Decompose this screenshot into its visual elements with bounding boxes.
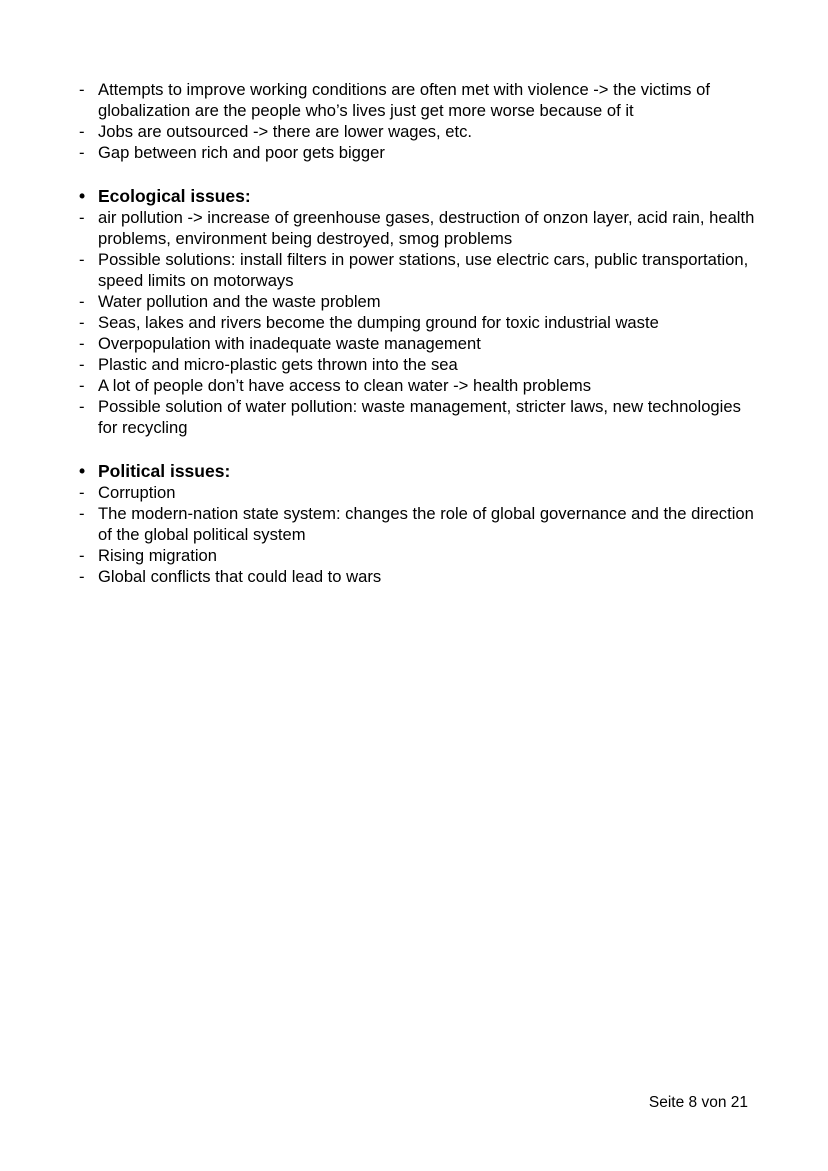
page-content bbox=[79, 79, 759, 587]
dash-marker: - bbox=[79, 567, 85, 586]
dash-marker: - bbox=[79, 250, 85, 269]
list-item-text: The modern-nation state system: changes the role of global governance and the direction of the global political system bbox=[98, 504, 754, 544]
ecological-section bbox=[79, 185, 759, 438]
list-item bbox=[79, 503, 759, 545]
list-item bbox=[79, 545, 759, 566]
list-item bbox=[79, 375, 759, 396]
list-item bbox=[79, 566, 759, 587]
list-item bbox=[79, 396, 759, 438]
list-item bbox=[79, 312, 759, 333]
list-item bbox=[79, 249, 759, 291]
list-item bbox=[79, 291, 759, 312]
heading-text: Ecological issues: bbox=[98, 186, 251, 206]
list-item bbox=[79, 482, 759, 503]
dash-marker: - bbox=[79, 80, 85, 99]
intro-list bbox=[79, 79, 759, 163]
ecological-list bbox=[79, 207, 759, 438]
list-item-text: Jobs are outsourced -> there are lower wages, etc. bbox=[98, 122, 473, 141]
dash-marker: - bbox=[79, 334, 85, 353]
list-item bbox=[79, 207, 759, 249]
list-item-text: Rising migration bbox=[98, 546, 217, 565]
dash-marker: - bbox=[79, 313, 85, 332]
ecological-heading bbox=[79, 185, 759, 207]
list-item-text: Overpopulation with inadequate waste management bbox=[98, 334, 481, 353]
dash-marker: - bbox=[79, 397, 85, 416]
list-item-text: Attempts to improve working conditions are often met with violence -> the victims of globalization are the people who’s lives just get more worse because of it bbox=[98, 80, 710, 120]
dash-marker: - bbox=[79, 208, 85, 227]
list-item bbox=[79, 121, 759, 142]
dash-marker: - bbox=[79, 546, 85, 565]
dash-marker: - bbox=[79, 355, 85, 374]
list-item-text: Corruption bbox=[98, 483, 176, 502]
dash-marker: - bbox=[79, 483, 85, 502]
dash-marker: - bbox=[79, 122, 85, 141]
heading-text: Political issues: bbox=[98, 461, 231, 481]
list-item-text: Gap between rich and poor gets bigger bbox=[98, 143, 385, 162]
list-item-text: A lot of people don’t have access to clean water -> health problems bbox=[98, 376, 592, 395]
list-item-text: Possible solutions: install filters in power stations, use electric cars, public transportation, speed limits on motorways bbox=[98, 250, 749, 290]
list-item-text: Possible solution of water pollution: waste management, stricter laws, new technologies for recycling bbox=[98, 397, 741, 437]
list-item-text: Water pollution and the waste problem bbox=[98, 292, 381, 311]
bullet-marker: • bbox=[79, 186, 86, 206]
list-item-text: Global conflicts that could lead to wars bbox=[98, 567, 382, 586]
list-item bbox=[79, 333, 759, 354]
list-item-text: Seas, lakes and rivers become the dumping ground for toxic industrial waste bbox=[98, 313, 659, 332]
list-item bbox=[79, 354, 759, 375]
list-item bbox=[79, 79, 759, 121]
list-item-text: air pollution -> increase of greenhouse gases, destruction of onzon layer, acid rain, health problems, environment being destroyed, smog problems bbox=[98, 208, 755, 248]
political-list bbox=[79, 482, 759, 587]
list-item-text: Plastic and micro-plastic gets thrown into the sea bbox=[98, 355, 458, 374]
dash-marker: - bbox=[79, 292, 85, 311]
political-section bbox=[79, 460, 759, 587]
list-item bbox=[79, 142, 759, 163]
dash-marker: - bbox=[79, 143, 85, 162]
bullet-marker: • bbox=[79, 461, 86, 481]
dash-marker: - bbox=[79, 376, 85, 395]
political-heading bbox=[79, 460, 759, 482]
dash-marker: - bbox=[79, 504, 85, 523]
page-number: Seite 8 von 21 bbox=[648, 1094, 748, 1111]
